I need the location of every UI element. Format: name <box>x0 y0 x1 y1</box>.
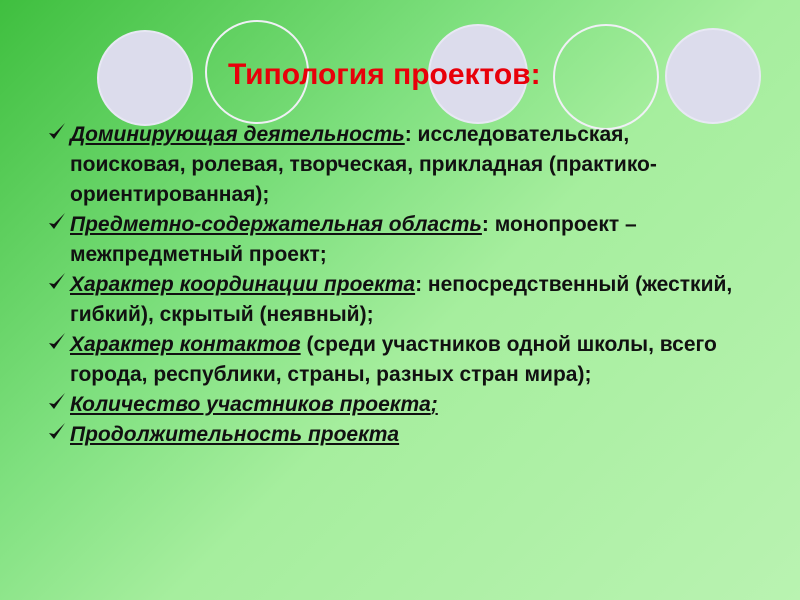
slide-title: Типология проектов: <box>228 58 541 91</box>
item-description: : непосредственный (жесткий, гибкий), скрытый (неявный); <box>70 273 733 326</box>
item-term: Количество участников проекта <box>70 393 431 416</box>
list-item <box>48 390 748 420</box>
list-item <box>48 120 748 210</box>
checkmark-icon <box>48 211 66 233</box>
item-description: : исследовательская, поисковая, ролевая, творческая, прикладная (практико-ориентированная); <box>70 123 657 206</box>
decorative-circle-3 <box>665 28 761 124</box>
item-description: ; <box>430 393 438 416</box>
list-item <box>48 330 748 390</box>
item-term: Предметно-содержательная область <box>70 213 482 236</box>
list-item <box>48 420 748 450</box>
item-description: : монопроект – межпредметный проект; <box>70 213 637 266</box>
decorative-ring-2 <box>553 24 659 130</box>
typology-list <box>48 120 748 450</box>
item-description: (среди участников одной школы, всего города, республики, страны, разных стран мира); <box>70 333 717 386</box>
checkmark-icon <box>48 121 66 143</box>
item-term: Продолжительность проекта <box>70 423 400 446</box>
item-term: Характер координации проекта <box>70 273 416 296</box>
item-term: Характер контактов <box>70 333 301 356</box>
checkmark-icon <box>48 271 66 293</box>
item-term: Доминирующая деятельность <box>70 123 405 146</box>
decorative-circle-1 <box>97 30 193 126</box>
list-item <box>48 270 748 330</box>
checkmark-icon <box>48 331 66 353</box>
checkmark-icon <box>48 391 66 413</box>
checkmark-icon <box>48 421 66 443</box>
list-item <box>48 210 748 270</box>
